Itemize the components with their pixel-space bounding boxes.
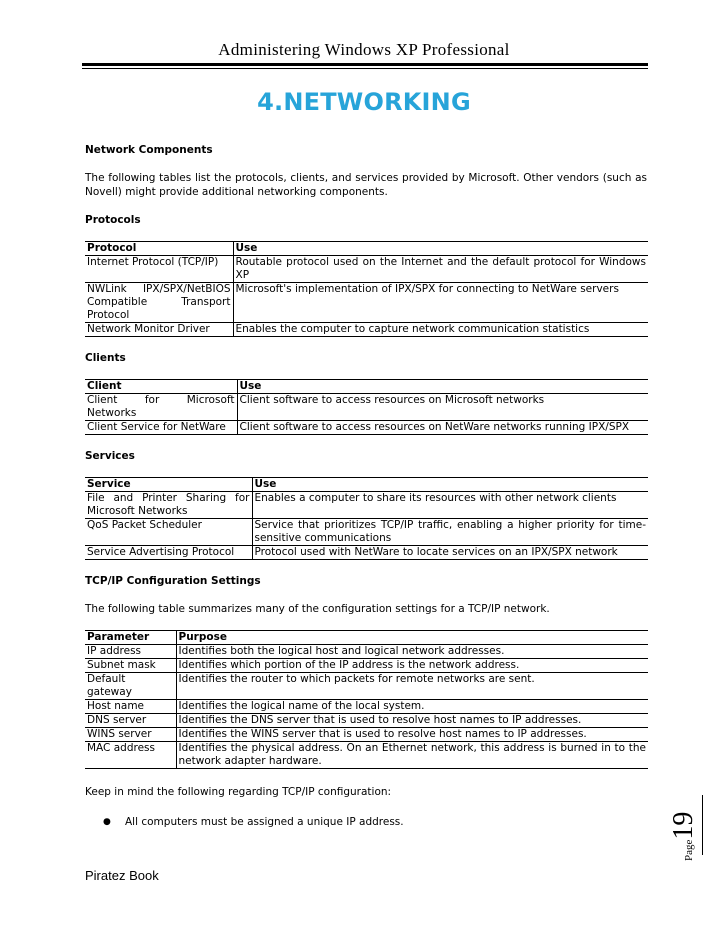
table-cell: NWLink IPX/SPX/NetBIOS Compatible Transport Protocol: [85, 283, 233, 323]
table-cell: IP address: [85, 645, 176, 659]
column-header: Parameter: [85, 631, 176, 645]
heading-clients: Clients: [85, 352, 126, 364]
page-number-rule: [702, 795, 703, 855]
table-cell: Service that prioritizes TCP/IP traffic, enabling a higher priority for time-sensitive communications: [254, 519, 646, 544]
tcpip-intro: The following table summarizes many of the configuration settings for a TCP/IP network.: [85, 603, 550, 615]
table-cell: Subnet mask: [85, 659, 176, 673]
table-row: [85, 323, 648, 337]
table-cell: Routable protocol used on the Internet and the default protocol for Windows XP: [235, 256, 646, 281]
table-cell: QoS Packet Scheduler: [85, 519, 252, 546]
table-row: [85, 714, 648, 728]
table-cell: Host name: [85, 700, 176, 714]
header-rule: [82, 63, 648, 69]
table-cell: Identifies which portion of the IP address is the network address.: [178, 659, 520, 671]
column-header: Use: [239, 380, 262, 392]
table-header-row: [85, 380, 648, 394]
table-row: [85, 519, 648, 546]
heading-protocols: Protocols: [85, 214, 141, 226]
footer-text: Piratez Book: [85, 868, 159, 883]
table-cell: Microsoft's implementation of IPX/SPX for connecting to NetWare servers: [235, 283, 619, 295]
table-row: [85, 728, 648, 742]
column-header: Protocol: [85, 242, 233, 256]
list-item-text: All computers must be assigned a unique IP address.: [125, 816, 404, 828]
table-cell: WINS server: [85, 728, 176, 742]
clients-table: [85, 379, 648, 435]
page-value: 19: [668, 811, 699, 840]
table-row: [85, 659, 648, 673]
tcpip-note: Keep in mind the following regarding TCP/IP configuration:: [85, 786, 392, 798]
table-cell: Identifies the physical address. On an Ethernet network, this address is burned in to the network adapter hardware.: [178, 742, 646, 767]
table-row: [85, 283, 648, 323]
page-label: Page: [683, 839, 695, 861]
table-cell: Client software to access resources on Microsoft networks: [239, 394, 545, 406]
table-cell: Enables the computer to capture network communication statistics: [235, 323, 590, 335]
network-components-intro: The following tables list the protocols, clients, and services provided by Microsoft. Other vendors (such as Novell) might provide additional networking components.: [85, 172, 647, 198]
table-cell: Client Service for NetWare: [85, 421, 237, 435]
table-header-row: [85, 631, 648, 645]
table-row: [85, 492, 648, 519]
table-cell: Identifies the DNS server that is used to resolve host names to IP addresses.: [178, 714, 582, 726]
table-header-row: [85, 478, 648, 492]
table-cell: DNS server: [85, 714, 176, 728]
column-header: Use: [235, 242, 258, 254]
table-cell: Client software to access resources on NetWare networks running IPX/SPX: [239, 421, 630, 433]
table-header-row: [85, 242, 648, 256]
heading-network-components: Network Components: [85, 144, 213, 156]
table-row: [85, 546, 648, 560]
table-cell: Default gateway: [85, 673, 176, 700]
column-header: Purpose: [178, 631, 227, 643]
table-cell: Identifies the router to which packets for remote networks are sent.: [178, 673, 535, 685]
heading-services: Services: [85, 450, 135, 462]
table-cell: Enables a computer to share its resources with other network clients: [254, 492, 617, 504]
table-row: [85, 645, 648, 659]
table-row: [85, 742, 648, 769]
heading-tcpip-settings: TCP/IP Configuration Settings: [85, 575, 261, 587]
table-row: [85, 421, 648, 435]
table-cell: Network Monitor Driver: [85, 323, 233, 337]
chapter-title: 4.NETWORKING: [257, 88, 471, 116]
table-cell: Client for Microsoft Networks: [85, 394, 237, 421]
services-table: [85, 477, 648, 560]
table-cell: Identifies the WINS server that is used to resolve host names to IP addresses.: [178, 728, 587, 740]
table-cell: MAC address: [85, 742, 176, 769]
table-cell: Protocol used with NetWare to locate services on an IPX/SPX network: [254, 546, 618, 558]
table-cell: Identifies the logical name of the local system.: [178, 700, 425, 712]
table-cell: File and Printer Sharing for Microsoft Networks: [85, 492, 252, 519]
table-row: [85, 256, 648, 283]
page-header: Administering Windows XP Professional: [218, 40, 510, 59]
column-header: Service: [85, 478, 252, 492]
tcpip-table: [85, 630, 648, 769]
bullet-icon: ●: [103, 817, 111, 827]
document-body: [85, 143, 647, 829]
column-header: Use: [254, 478, 277, 490]
table-row: [85, 700, 648, 714]
column-header: Client: [85, 380, 237, 394]
table-cell: Identifies both the logical host and logical network addresses.: [178, 645, 505, 657]
table-row: [85, 673, 648, 700]
table-cell: Service Advertising Protocol: [85, 546, 252, 560]
table-cell: Internet Protocol (TCP/IP): [85, 256, 233, 283]
protocols-table: [85, 241, 648, 337]
table-row: [85, 394, 648, 421]
list-item: [103, 815, 647, 829]
